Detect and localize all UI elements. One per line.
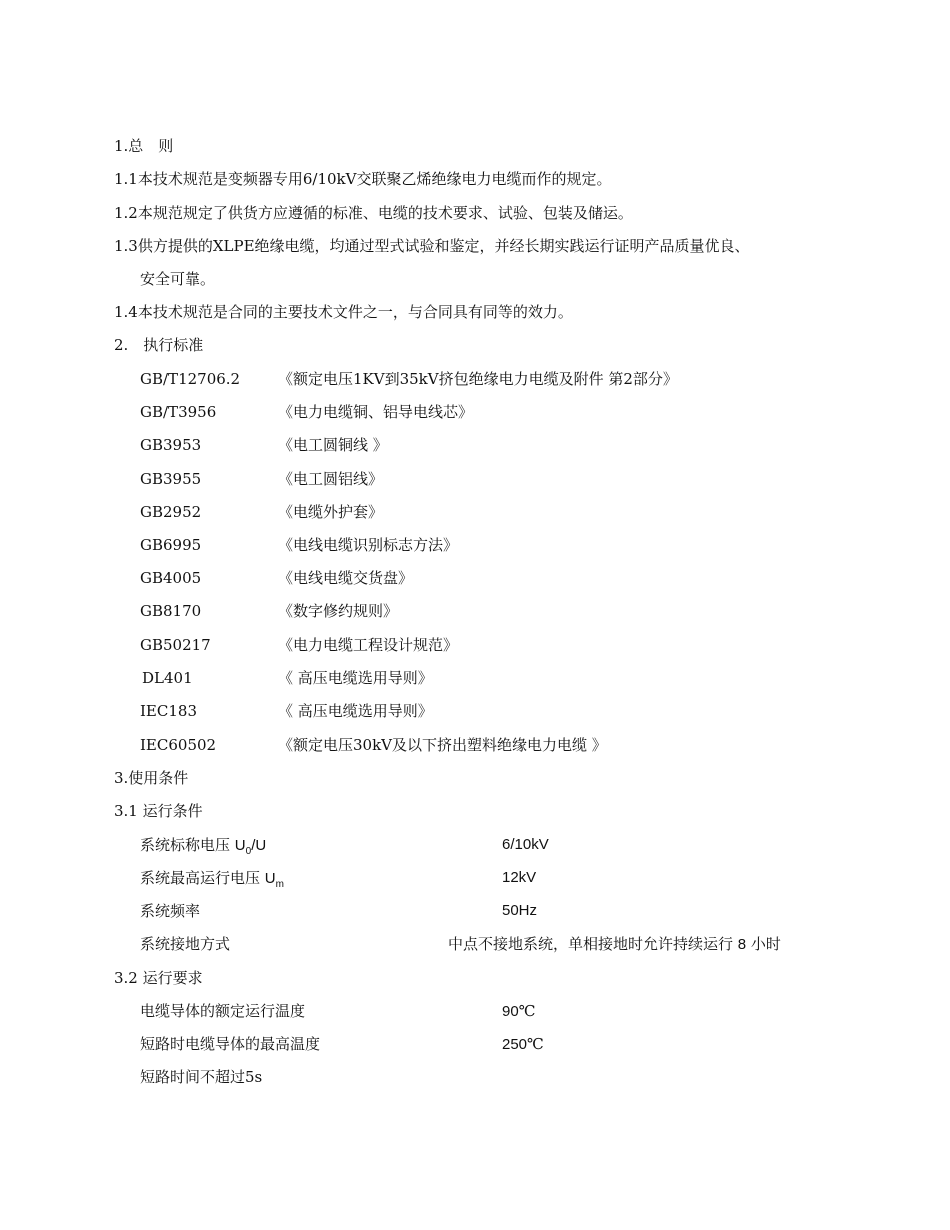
standard-title: 《额定电压30kV及以下挤出塑料绝缘电力电缆 》	[278, 736, 607, 754]
standard-title: 《 高压电缆选用导则》	[278, 702, 433, 720]
section-3-1-heading: 3.1 运行条件	[114, 802, 203, 820]
standard-code: GB8170	[140, 602, 202, 620]
standard-title: 《 高压电缆选用导则》	[278, 669, 433, 687]
voltage-symbol-subscript: m	[275, 879, 284, 890]
standard-code: GB/T3956	[140, 403, 217, 421]
standard-code: GB4005	[140, 569, 202, 587]
requirement-label-rated-temp: 电缆导体的额定运行温度	[140, 1002, 306, 1020]
standard-title: 《电缆外护套》	[278, 503, 384, 521]
standard-title: 《电工圆铜线 》	[278, 436, 388, 454]
section-1-heading: 1.总 则	[114, 137, 174, 155]
requirement-label-short-circuit-temp: 短路时电缆导体的最高温度	[140, 1035, 321, 1053]
temperature-number: 90	[502, 1003, 519, 1020]
temperature-unit: ℃	[518, 1002, 536, 1020]
standard-code: GB50217	[140, 636, 211, 654]
standard-code: IEC183	[140, 702, 197, 720]
section-3-heading: 3.使用条件	[114, 769, 189, 787]
standard-code: GB6995	[140, 536, 202, 554]
standard-code: GB/T12706.2	[140, 370, 241, 388]
voltage-symbol-tail: /U	[251, 837, 267, 854]
standard-code: GB2952	[140, 503, 202, 521]
standard-code: GB3953	[140, 436, 202, 454]
requirement-value-rated-temp	[502, 1001, 535, 1022]
clause-1-4: 1.4本技术规范是合同的主要技术文件之一，与合同具有同等的效力。	[114, 303, 573, 321]
condition-value-nominal-voltage: 6/10kV	[502, 836, 549, 853]
requirement-value-short-circuit-temp	[502, 1034, 544, 1055]
standard-code: DL401	[142, 669, 193, 687]
condition-label-max-voltage	[140, 868, 284, 895]
condition-label-text: 系统标称电压	[140, 836, 235, 854]
standard-title: 《数字修约规则》	[278, 602, 399, 620]
standard-title: 《电力电缆铜、铝导电线芯》	[278, 403, 474, 421]
voltage-symbol: U	[234, 837, 246, 854]
clause-1-2: 1.2本规范规定了供货方应遵循的标准、电缆的技术要求、试验、包装及储运。	[114, 204, 633, 222]
clause-1-3-line-2: 安全可靠。	[140, 270, 216, 288]
standard-title: 《电力电缆工程设计规范》	[278, 636, 459, 654]
condition-label-frequency: 系统频率	[140, 902, 201, 920]
condition-value-max-voltage: 12kV	[502, 869, 537, 886]
section-3-2-heading: 3.2 运行要求	[114, 969, 203, 987]
condition-label-grounding: 系统接地方式	[140, 935, 231, 953]
requirement-short-circuit-time: 短路时间不超过5s	[140, 1068, 263, 1086]
standard-title: 《电工圆铝线》	[278, 470, 384, 488]
condition-label-text: 系统最高运行电压	[140, 869, 265, 887]
clause-1-1: 1.1本技术规范是变频器专用6/10kV交联聚乙烯绝缘电力电缆而作的规定。	[114, 170, 612, 188]
voltage-symbol: U	[264, 870, 276, 887]
voltage-symbol-subscript: 0	[245, 846, 252, 857]
clause-1-3-line-1: 1.3供方提供的XLPE绝缘电缆，均通过型式试验和鉴定，并经长期实践运行证明产品质量优良、	[114, 237, 750, 255]
standard-code: IEC60502	[140, 736, 217, 754]
standard-title: 《电线电缆识别标志方法》	[278, 536, 459, 554]
grounding-hours: 8	[737, 936, 747, 953]
condition-value-frequency: 50Hz	[502, 902, 538, 919]
standard-title: 《电线电缆交货盘》	[278, 569, 414, 587]
temperature-unit: ℃	[527, 1035, 544, 1053]
grounding-unit: 小时	[746, 935, 781, 953]
standard-title: 《额定电压1KV到35kV挤包绝缘电力电缆及附件 第2部分》	[278, 370, 678, 388]
condition-value-grounding	[448, 934, 781, 955]
condition-label-nominal-voltage	[140, 835, 266, 862]
temperature-number: 250	[502, 1036, 528, 1053]
grounding-text: 中点不接地系统，单相接地时允许持续运行	[448, 935, 738, 953]
standard-code: GB3955	[140, 470, 202, 488]
section-2-heading: 2. 执行标准	[114, 336, 204, 354]
